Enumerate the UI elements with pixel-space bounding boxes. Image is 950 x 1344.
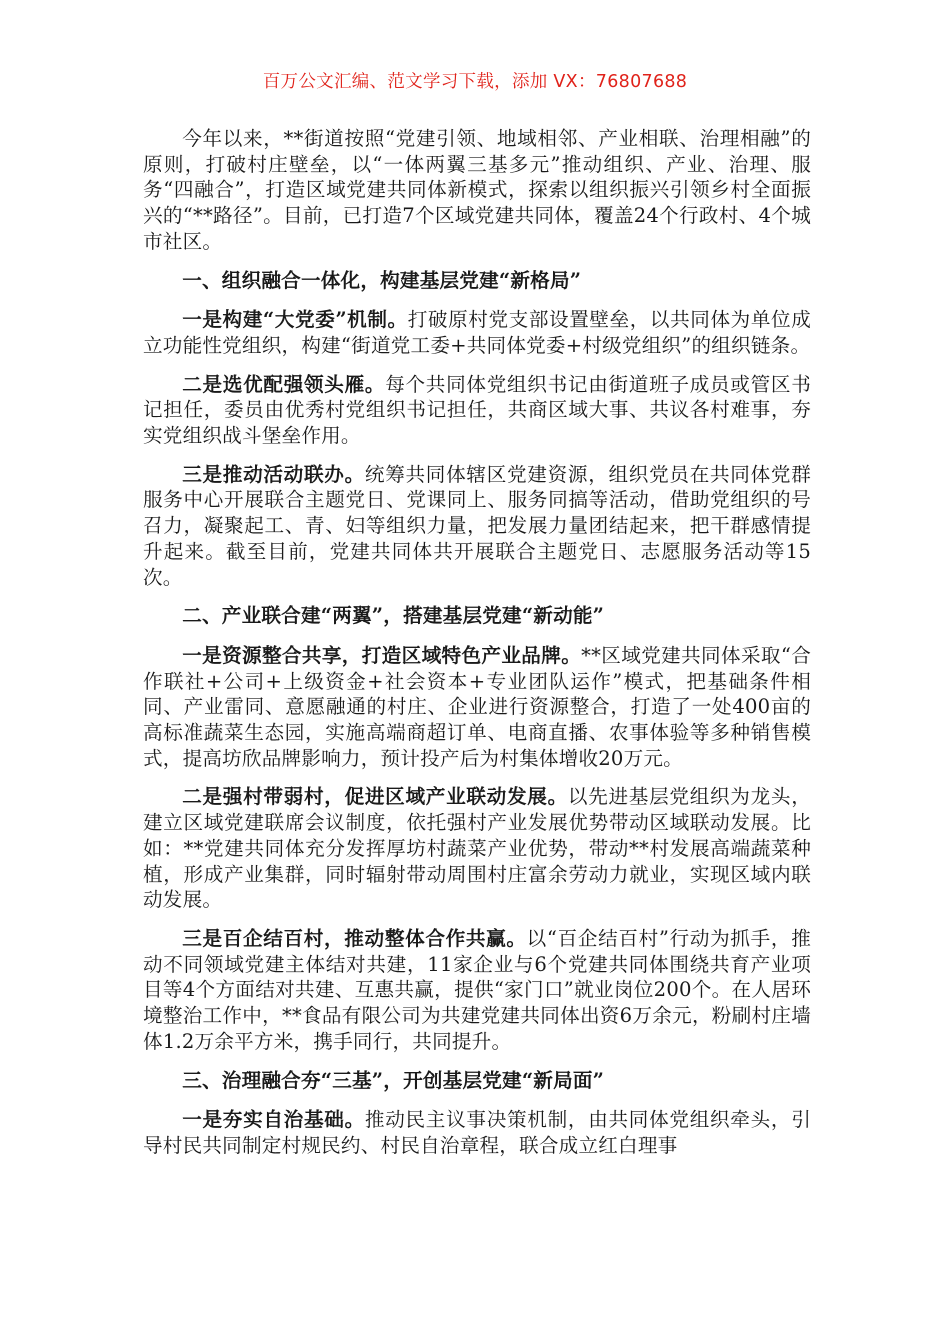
intro-paragraph: 今年以来，**街道按照“党建引领、地域相邻、产业相联、治理相融”的原则，打破村庄壁垒，以“一体两翼三基多元”推动组织、产业、治理、服务“四融合”，打造区域党建共同体新模式，探索以组织振兴引领乡村全面振兴的“**路径”。目前，已打造7个区域党建共同体，覆盖24个行政村、4个城市社区。 xyxy=(143,127,811,253)
body-paragraph: 三是推动活动联办。统筹共同体辖区党建资源，组织党员在共同体党群服务中心开展联合主题党日、党课同上、服务同搞等活动，借助党组织的号召力，凝聚起工、青、妇等组织力量，把发展力量团结起来，把干群感情提升起来。截至目前，党建共同体共开展联合主题党日、志愿服务活动等15次。 xyxy=(143,462,811,589)
header-banner: 百万公文汇编、范文学习下载，添加 VX：76807688 xyxy=(262,72,688,92)
paragraph-lead: 三是百企结百村，推动整体合作共赢。 xyxy=(182,926,527,950)
document-body xyxy=(143,126,811,1172)
body-paragraph: 二是选优配强领头雁。每个共同体党组织书记由街道班子成员或管区书记担任，委员由优秀村党组织书记担任，共商区域大事、共议各村难事，夯实党组织战斗堡垒作用。 xyxy=(143,372,812,448)
paragraph-lead: 一是资源整合共享，打造区域特色产业品牌。 xyxy=(182,643,582,667)
paragraph-lead: 二是选优配强领头雁。 xyxy=(182,372,386,396)
paragraph-lead: 一是夯实自治基础。 xyxy=(182,1108,365,1132)
body-paragraph: 一是夯实自治基础。推动民主议事决策机制，由共同体党组织牵头，引导村民共同制定村规民约、村民自治章程，联合成立红白理事 xyxy=(143,1108,811,1157)
paragraph-lead: 一是构建“大党委”机制。 xyxy=(182,308,408,332)
body-paragraph: 三是百企结百村，推动整体合作共赢。以“百企结百村”行动为抓手，推动不同领域党建主体结对共建，11家企业与6个党建共同体围绕共育产业项目等4个方面结对共建、互惠共赢，提供“家门口”就业岗位200个。在人居环境整治工作中，**食品有限公司为共建党建共同体出资6万余元，粉刷村庄墙体1.2万余平方米，携手同行，共同提升。 xyxy=(143,926,811,1053)
section-heading-3: 三、治理融合夯“三基”，开创基层党建“新局面” xyxy=(182,1068,605,1092)
paragraph-lead: 二是强村带弱村，促进区域产业联动发展。 xyxy=(182,785,568,809)
section-heading-1: 一、组织融合一体化，构建基层党建“新格局” xyxy=(182,268,582,292)
body-paragraph: 一是构建“大党委”机制。打破原村党支部设置壁垒，以共同体为单位成立功能性党组织，构建“街道党工委+共同体党委+村级党组织”的组织链条。 xyxy=(143,308,811,357)
body-paragraph: 一是资源整合共享，打造区域特色产业品牌。**区域党建共同体采取“合作联社+公司+上级资金+社会资本+专业团队运作”模式，把基础条件相同、产业雷同、意愿融通的村庄、企业进行资源整合，打造了一处400亩的高标准蔬菜生态园，实施高端商超订单、电商直播、农事体验等多种销售模式，提高坊欣品牌影响力，预计投产后为村集体增收20万元。 xyxy=(143,643,812,770)
paragraph-lead: 三是推动活动联办。 xyxy=(182,462,365,486)
body-paragraph: 二是强村带弱村，促进区域产业联动发展。以先进基层党组织为龙头，建立区域党建联席会议制度，依托强村产业发展优势带动区域联动发展。比如：**党建共同体充分发挥厚坊村蔬菜产业优势，带动**村发展高端蔬菜种植，形成产业集群，同时辐射带动周围村庄富余劳动力就业，实现区域内联动发展。 xyxy=(143,785,811,912)
section-heading-2: 二、产业联合建“两翼”，搭建基层党建“新动能” xyxy=(182,604,605,628)
